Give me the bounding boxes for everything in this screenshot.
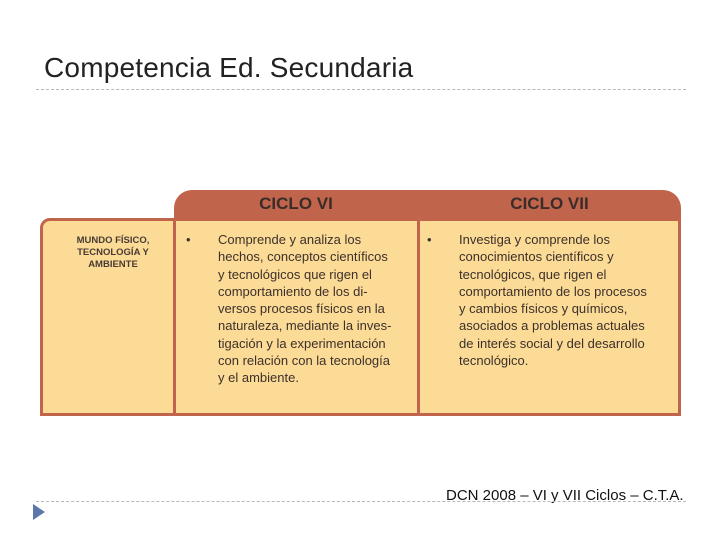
footer-source: DCN 2008 – VI y VII Ciclos – C.T.A. [446, 487, 684, 504]
arrow-bullet-icon [33, 504, 45, 520]
cell-ciclo-vi [186, 231, 416, 411]
header-ciclo-vi: CICLO VI [259, 194, 333, 213]
cell-text: Comprende y analiza los hechos, conceptos científicos y tecnológicos que rigen el comportamiento de los di- versos procesos físicos en la naturaleza, mediante la inves- tigación y la experimentación con relación con la tecnología y el ambiente. [218, 232, 392, 386]
header-ciclo-vii: CICLO VII [510, 194, 589, 213]
column-divider [173, 220, 176, 416]
bullet-icon: • [186, 232, 191, 247]
footer-divider [36, 501, 686, 502]
cell-ciclo-vii [427, 231, 677, 411]
bullet-icon: • [427, 232, 432, 247]
column-divider [417, 220, 420, 416]
slide-title: Competencia Ed. Secundaria [44, 52, 414, 83]
table-body [40, 218, 681, 416]
row-label: MUNDO FÍSICO, TECNOLOGÍA Y AMBIENTE [76, 235, 150, 270]
title-divider [36, 89, 686, 90]
cell-text: Investiga y comprende los conocimientos científicos y tecnológicos, que rigen el comportamiento de los procesos y cambios físicos y químicos, asociados a problemas actuales de interés social y del desarrollo tecnológico. [459, 232, 647, 369]
table-header [174, 190, 681, 220]
